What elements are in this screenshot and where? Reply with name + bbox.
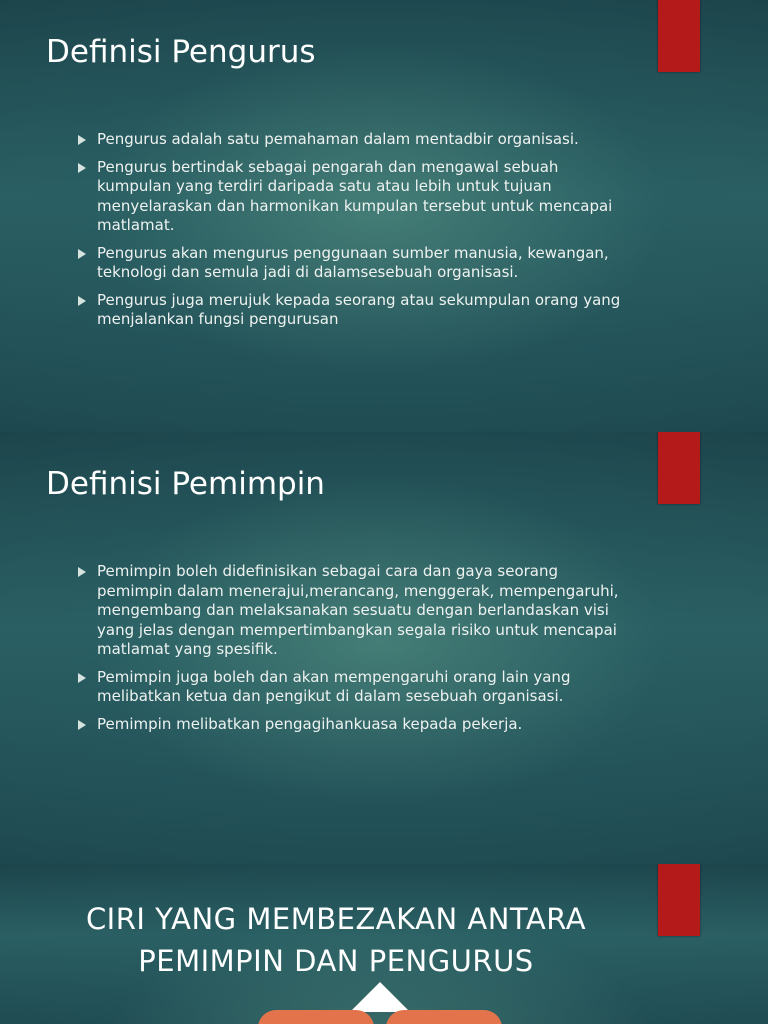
bullet-arrow-icon [78,673,86,683]
bullet-arrow-icon [78,567,86,577]
orange-shape-left [258,1010,374,1024]
red-corner-tab [658,432,700,504]
list-item [76,562,636,660]
bullet-arrow-icon [78,249,86,259]
list-item [76,244,636,283]
bullet-arrow-icon [78,163,86,173]
bullet-list [76,130,636,338]
title-line-2: PEMIMPIN DAN PENGURUS [138,944,534,978]
slide-definisi-pemimpin [0,432,768,864]
slide-definisi-pengurus [0,0,768,432]
bullet-arrow-icon [78,135,86,145]
bullet-text: Pengurus juga merujuk kepada seorang atau sekumpulan orang yang menjalankan fungsi pengurusan [97,290,621,328]
list-item [76,668,636,707]
bullet-text: Pengurus adalah satu pemahaman dalam mentadbir organisasi. [97,130,579,148]
red-corner-tab [658,0,700,72]
bullet-text: Pengurus akan mengurus penggunaan sumber manusia, kewangan, teknologi dan semula jadi di dalamsesebuah organisasi. [97,243,609,281]
list-item [76,291,636,330]
bullet-text: Pemimpin melibatkan pengagihankuasa kepada pekerja. [97,714,523,733]
bullet-text: Pemimpin juga boleh dan akan mempengaruhi orang lain yang melibatkan ketua dan pengikut di dalam sesebuah organisasi. [97,667,571,705]
list-item [76,715,636,735]
up-chevron-icon [350,982,410,1012]
title-line-1: CIRI YANG MEMBEZAKAN ANTARA [85,902,587,936]
bullet-text: Pengurus bertindak sebagai pengarah dan mengawal sebuah kumpulan yang terdiri daripada satu atau lebih untuk tujuan menyelaraskan dan harmonikan kumpulan tersebut untuk mencapai matlamat. [97,157,613,234]
bullet-text: Pemimpin boleh didefinisikan sebagai cara dan gaya seorang pemimpin dalam menerajui,merancang, menggerak, mempengaruhi, mengembang dan melaksanakan sesuatu dengan berlandaskan visi yang jelas dengan mempertimbangkan segala risiko untuk mencapai matlamat yang spesifik. [97,562,619,658]
bullet-list [76,562,636,742]
list-item [76,130,636,150]
list-item [76,158,636,236]
slide-ciri-perbezaan [0,864,768,1024]
slide-title: Definisi Pengurus [46,34,316,70]
slide-title [0,898,672,982]
slide-title: Definisi Pemimpin [46,466,325,502]
orange-shape-right [386,1010,502,1024]
bullet-arrow-icon [78,720,86,730]
bullet-arrow-icon [78,296,86,306]
